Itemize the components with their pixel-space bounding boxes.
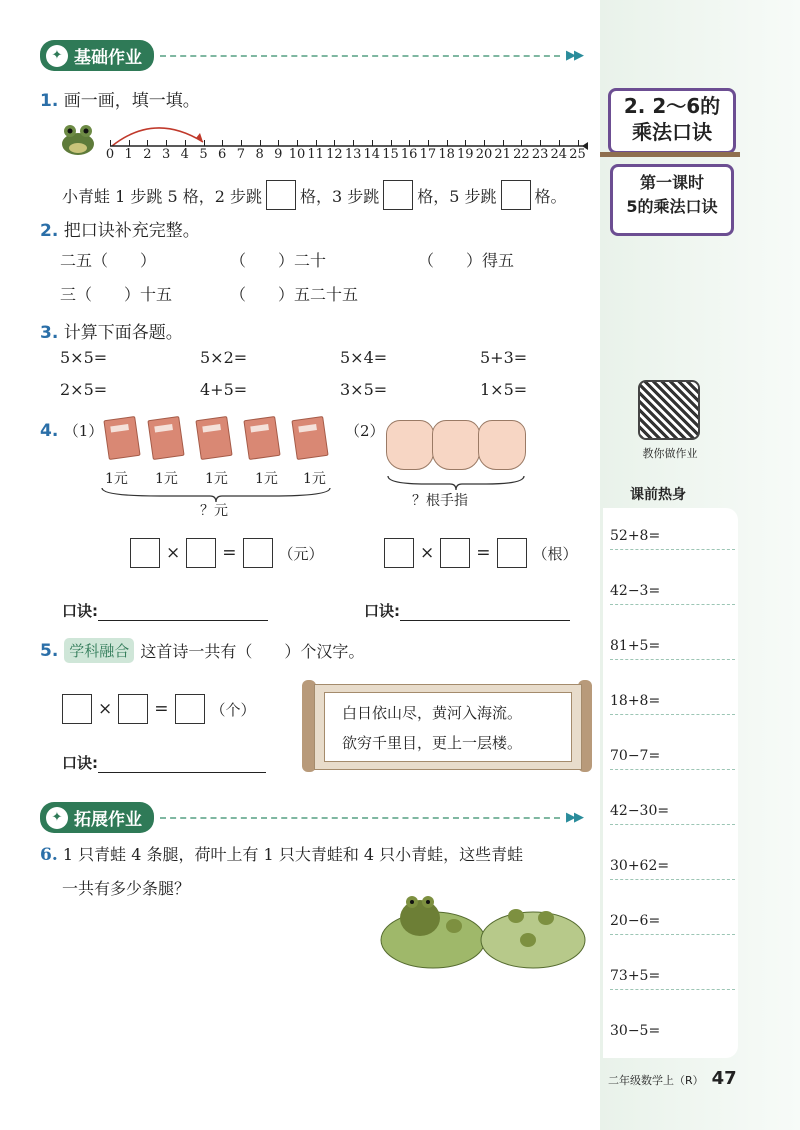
equation-3 — [62, 694, 256, 724]
answer-box[interactable] — [186, 538, 216, 568]
section-divider — [160, 55, 560, 57]
answer-box[interactable] — [243, 538, 273, 568]
calc-item[interactable]: 1×5= — [480, 380, 528, 399]
section-divider — [160, 817, 560, 819]
koujue-label: 口诀: — [62, 602, 98, 620]
calc-item[interactable]: 3×5= — [340, 380, 388, 399]
ruler-number: 14 — [363, 147, 381, 162]
ruler-tick — [147, 140, 148, 146]
warmup-item: 30−5= — [610, 1023, 661, 1039]
section-pill — [40, 40, 154, 71]
ruler-number: 9 — [274, 147, 283, 162]
ruler-number: 19 — [457, 147, 474, 162]
ruler-tick — [503, 140, 504, 146]
question-6-line2: 一共有多少条腿？ — [62, 879, 191, 898]
answer-box[interactable] — [175, 694, 205, 724]
question-text: 1 只青蛙 4 条腿，荷叶上有 1 只大青蛙和 4 只小青蛙，这些青蛙 — [62, 845, 524, 864]
question-text: 计算下面各题。 — [63, 323, 183, 343]
notebook-icon — [291, 416, 328, 460]
price-label: 1元 — [303, 471, 326, 487]
ruler-tick — [409, 140, 410, 146]
hand-icon — [478, 420, 526, 470]
ruler-tick — [484, 140, 485, 146]
koujue-blank[interactable]: （ ）五二十五 — [230, 285, 359, 304]
section-pill — [40, 802, 154, 833]
lesson-topic: 5的乘法口诀 — [626, 197, 718, 216]
ruler-number: 7 — [236, 147, 246, 162]
ruler-tick — [222, 140, 223, 146]
answer-line[interactable] — [400, 620, 570, 621]
ruler-number: 24 — [550, 147, 568, 162]
ruler-number: 6 — [218, 147, 227, 162]
answer-box[interactable] — [62, 694, 92, 724]
question-number: 5. — [40, 640, 59, 661]
ruler-tick — [241, 140, 242, 146]
ruler-number: 22 — [513, 147, 530, 162]
ruler-number: 8 — [255, 147, 264, 162]
chapter-title-card — [608, 88, 736, 154]
q1-text-d: 格。 — [534, 186, 567, 206]
ruler-number: 11 — [307, 147, 324, 162]
warmup-item: 30+62= — [610, 858, 735, 880]
q1-text-c: 格，5 步跳 — [417, 186, 497, 206]
question-text: 把口诀补充完整。 — [63, 221, 200, 241]
section-header-basic — [40, 40, 582, 71]
poem-line: 欲穷千里目，更上一层楼。 — [342, 734, 523, 752]
ruler-number: 16 — [400, 147, 418, 162]
price-label: 1元 — [255, 471, 278, 487]
ruler-number: 20 — [475, 147, 493, 162]
question-text: 画一画，填一填。 — [63, 91, 200, 111]
ruler-tick — [334, 140, 335, 146]
qr-caption: 教你做作业 — [642, 447, 698, 460]
question-2-title — [40, 216, 200, 241]
koujue-blank[interactable]: 三（ ）十五 — [60, 285, 173, 304]
question-3-title — [40, 318, 183, 343]
brace-label: ？根手指 — [412, 493, 468, 509]
answer-box[interactable] — [383, 180, 413, 210]
subject-tag: 学科融合 — [64, 638, 134, 663]
page-number: 47 — [711, 1068, 737, 1089]
question-5-title — [40, 638, 364, 663]
answer-box[interactable] — [266, 180, 296, 210]
question-6 — [40, 842, 523, 865]
koujue-label: 口诀: — [364, 602, 400, 620]
ruler-tick — [278, 140, 279, 146]
brace-label: ？元 — [200, 503, 228, 519]
question-4-title — [40, 420, 103, 441]
ruler-number: 13 — [344, 147, 362, 162]
times-sign: × — [166, 543, 181, 563]
warmup-item: 70−7= — [610, 748, 735, 770]
chapter-title-line1: 2. 2～6的 — [623, 94, 721, 118]
koujue-blank[interactable]: 二五（ ） — [60, 251, 157, 270]
ruler-tick — [316, 140, 317, 146]
ruler-number: 18 — [438, 147, 455, 162]
ruler-number: 12 — [326, 147, 343, 162]
ruler-number: 3 — [161, 147, 171, 162]
warmup-item: 73+5= — [610, 968, 735, 990]
koujue-line — [364, 600, 570, 621]
double-arrow-icon: ▶▶ — [566, 48, 582, 63]
ruler-tick — [372, 140, 373, 146]
warmup-item: 52+8= — [610, 528, 735, 550]
unit-label: （个） — [210, 700, 256, 719]
warmup-item: 42−30= — [610, 803, 735, 825]
notebook-icon — [243, 416, 280, 460]
question-number: 6. — [40, 845, 58, 865]
warmup-title: 课前热身 — [630, 487, 686, 503]
lightbulb-icon: ✦ — [46, 45, 68, 67]
warmup-item: 18+8= — [610, 693, 735, 715]
times-sign: × — [98, 699, 113, 719]
ruler-number: 23 — [531, 147, 549, 162]
ruler-number: 4 — [180, 147, 189, 162]
unit-label: （元） — [278, 544, 324, 563]
equation-1 — [130, 538, 324, 568]
poem-line: 白日依山尽，黄河入海流。 — [342, 704, 523, 722]
ruler-number: 1 — [124, 147, 133, 162]
koujue-blank[interactable]: （ ）二十 — [230, 251, 327, 270]
ruler-tick — [129, 140, 130, 146]
answer-box[interactable] — [118, 694, 148, 724]
hand-icon — [432, 420, 480, 470]
frogs-on-lily-pads-illustration — [378, 882, 588, 974]
answer-line[interactable] — [98, 772, 266, 773]
times-sign: × — [420, 543, 435, 563]
ruler-number: 0 — [105, 147, 115, 162]
calc-item[interactable]: 2×5= — [60, 380, 108, 399]
question-number: 4. — [40, 421, 59, 441]
koujue-line — [62, 600, 268, 621]
answer-box[interactable] — [130, 538, 160, 568]
ruler-number: 10 — [288, 147, 306, 162]
price-label: 1元 — [205, 471, 228, 487]
ruler-tick — [260, 140, 261, 146]
calc-item[interactable]: 5×4= — [340, 348, 388, 367]
question-number: 2. — [40, 221, 59, 241]
ruler-number: 2 — [143, 147, 152, 162]
ruler-number: 15 — [382, 147, 399, 162]
equals-sign: = — [222, 543, 237, 563]
notebook-icon — [103, 416, 140, 460]
equation-2 — [384, 538, 578, 568]
koujue-blank[interactable]: （ ）得五 — [418, 251, 515, 270]
lightbulb-icon: ✦ — [46, 807, 68, 829]
double-arrow-icon: ▶▶ — [566, 810, 582, 825]
warmup-item: 42−3= — [610, 583, 735, 605]
equals-sign: = — [476, 543, 491, 563]
section-header-extend — [40, 802, 582, 833]
ruler-tick — [185, 140, 186, 146]
question-number: 1. — [40, 91, 59, 111]
answer-box[interactable] — [501, 180, 531, 210]
ruler-tick — [353, 140, 354, 146]
qr-code[interactable] — [638, 380, 700, 440]
notebook-icon — [195, 416, 232, 460]
answer-box[interactable] — [497, 538, 527, 568]
ruler-tick — [578, 140, 579, 146]
frog-icon — [58, 120, 98, 158]
calc-item[interactable]: 5×5= — [60, 348, 108, 367]
lesson-card — [610, 164, 734, 236]
calc-item[interactable]: 4+5= — [200, 380, 248, 399]
footer-book: 二年级数学上（R） — [608, 1074, 704, 1087]
part-label: （2） — [345, 422, 385, 440]
q1-text-a: 小青蛙 1 步跳 5 格，2 步跳 — [62, 186, 262, 206]
part-label: （1） — [63, 422, 104, 440]
footer — [608, 1068, 737, 1089]
koujue-line — [62, 752, 266, 773]
ruler-tick — [465, 140, 466, 146]
ruler-number: 21 — [494, 147, 511, 162]
unit-label: （根） — [532, 544, 578, 563]
number-line — [100, 118, 590, 168]
ruler-tick — [540, 140, 541, 146]
ruler-number: 5 — [199, 147, 208, 162]
section-title: 基础作业 — [74, 48, 142, 68]
question-text: 这首诗一共有（ ）个汉字。 — [140, 642, 365, 661]
question-1-title — [40, 86, 200, 111]
answer-box[interactable] — [384, 538, 414, 568]
ruler-number: 25 — [569, 147, 586, 162]
ruler-tick — [559, 140, 560, 146]
equals-sign: = — [154, 699, 169, 719]
price-label: 1元 — [105, 471, 128, 487]
ruler-tick — [447, 140, 448, 146]
ruler-tick — [391, 140, 392, 146]
question-number: 3. — [40, 323, 59, 343]
ruler-number: 17 — [419, 147, 437, 162]
question-1-blanks — [62, 180, 567, 210]
notebook-icon — [147, 416, 184, 460]
warmup-item: 81+5= — [610, 638, 735, 660]
warmup-item: 20−6= — [610, 913, 735, 935]
q1-text-b: 格，3 步跳 — [299, 186, 380, 206]
ruler-tick — [166, 140, 167, 146]
answer-line[interactable] — [98, 620, 268, 621]
ruler-tick — [297, 140, 298, 146]
chapter-title-line2: 乘法口诀 — [632, 120, 712, 144]
ruler-tick — [204, 140, 205, 146]
title-divider — [600, 152, 740, 157]
koujue-label: 口诀: — [62, 754, 98, 772]
section-title: 拓展作业 — [74, 810, 142, 830]
answer-box[interactable] — [440, 538, 470, 568]
ruler-tick — [428, 140, 429, 146]
hand-icon — [386, 420, 434, 470]
calc-item[interactable]: 5×2= — [200, 348, 248, 367]
ruler-tick — [110, 140, 111, 146]
price-label: 1元 — [155, 471, 178, 487]
lesson-number: 第一课时 — [639, 173, 704, 192]
calc-item[interactable]: 5+3= — [480, 348, 528, 367]
ruler-tick — [521, 140, 522, 146]
poem-scroll — [302, 680, 592, 772]
